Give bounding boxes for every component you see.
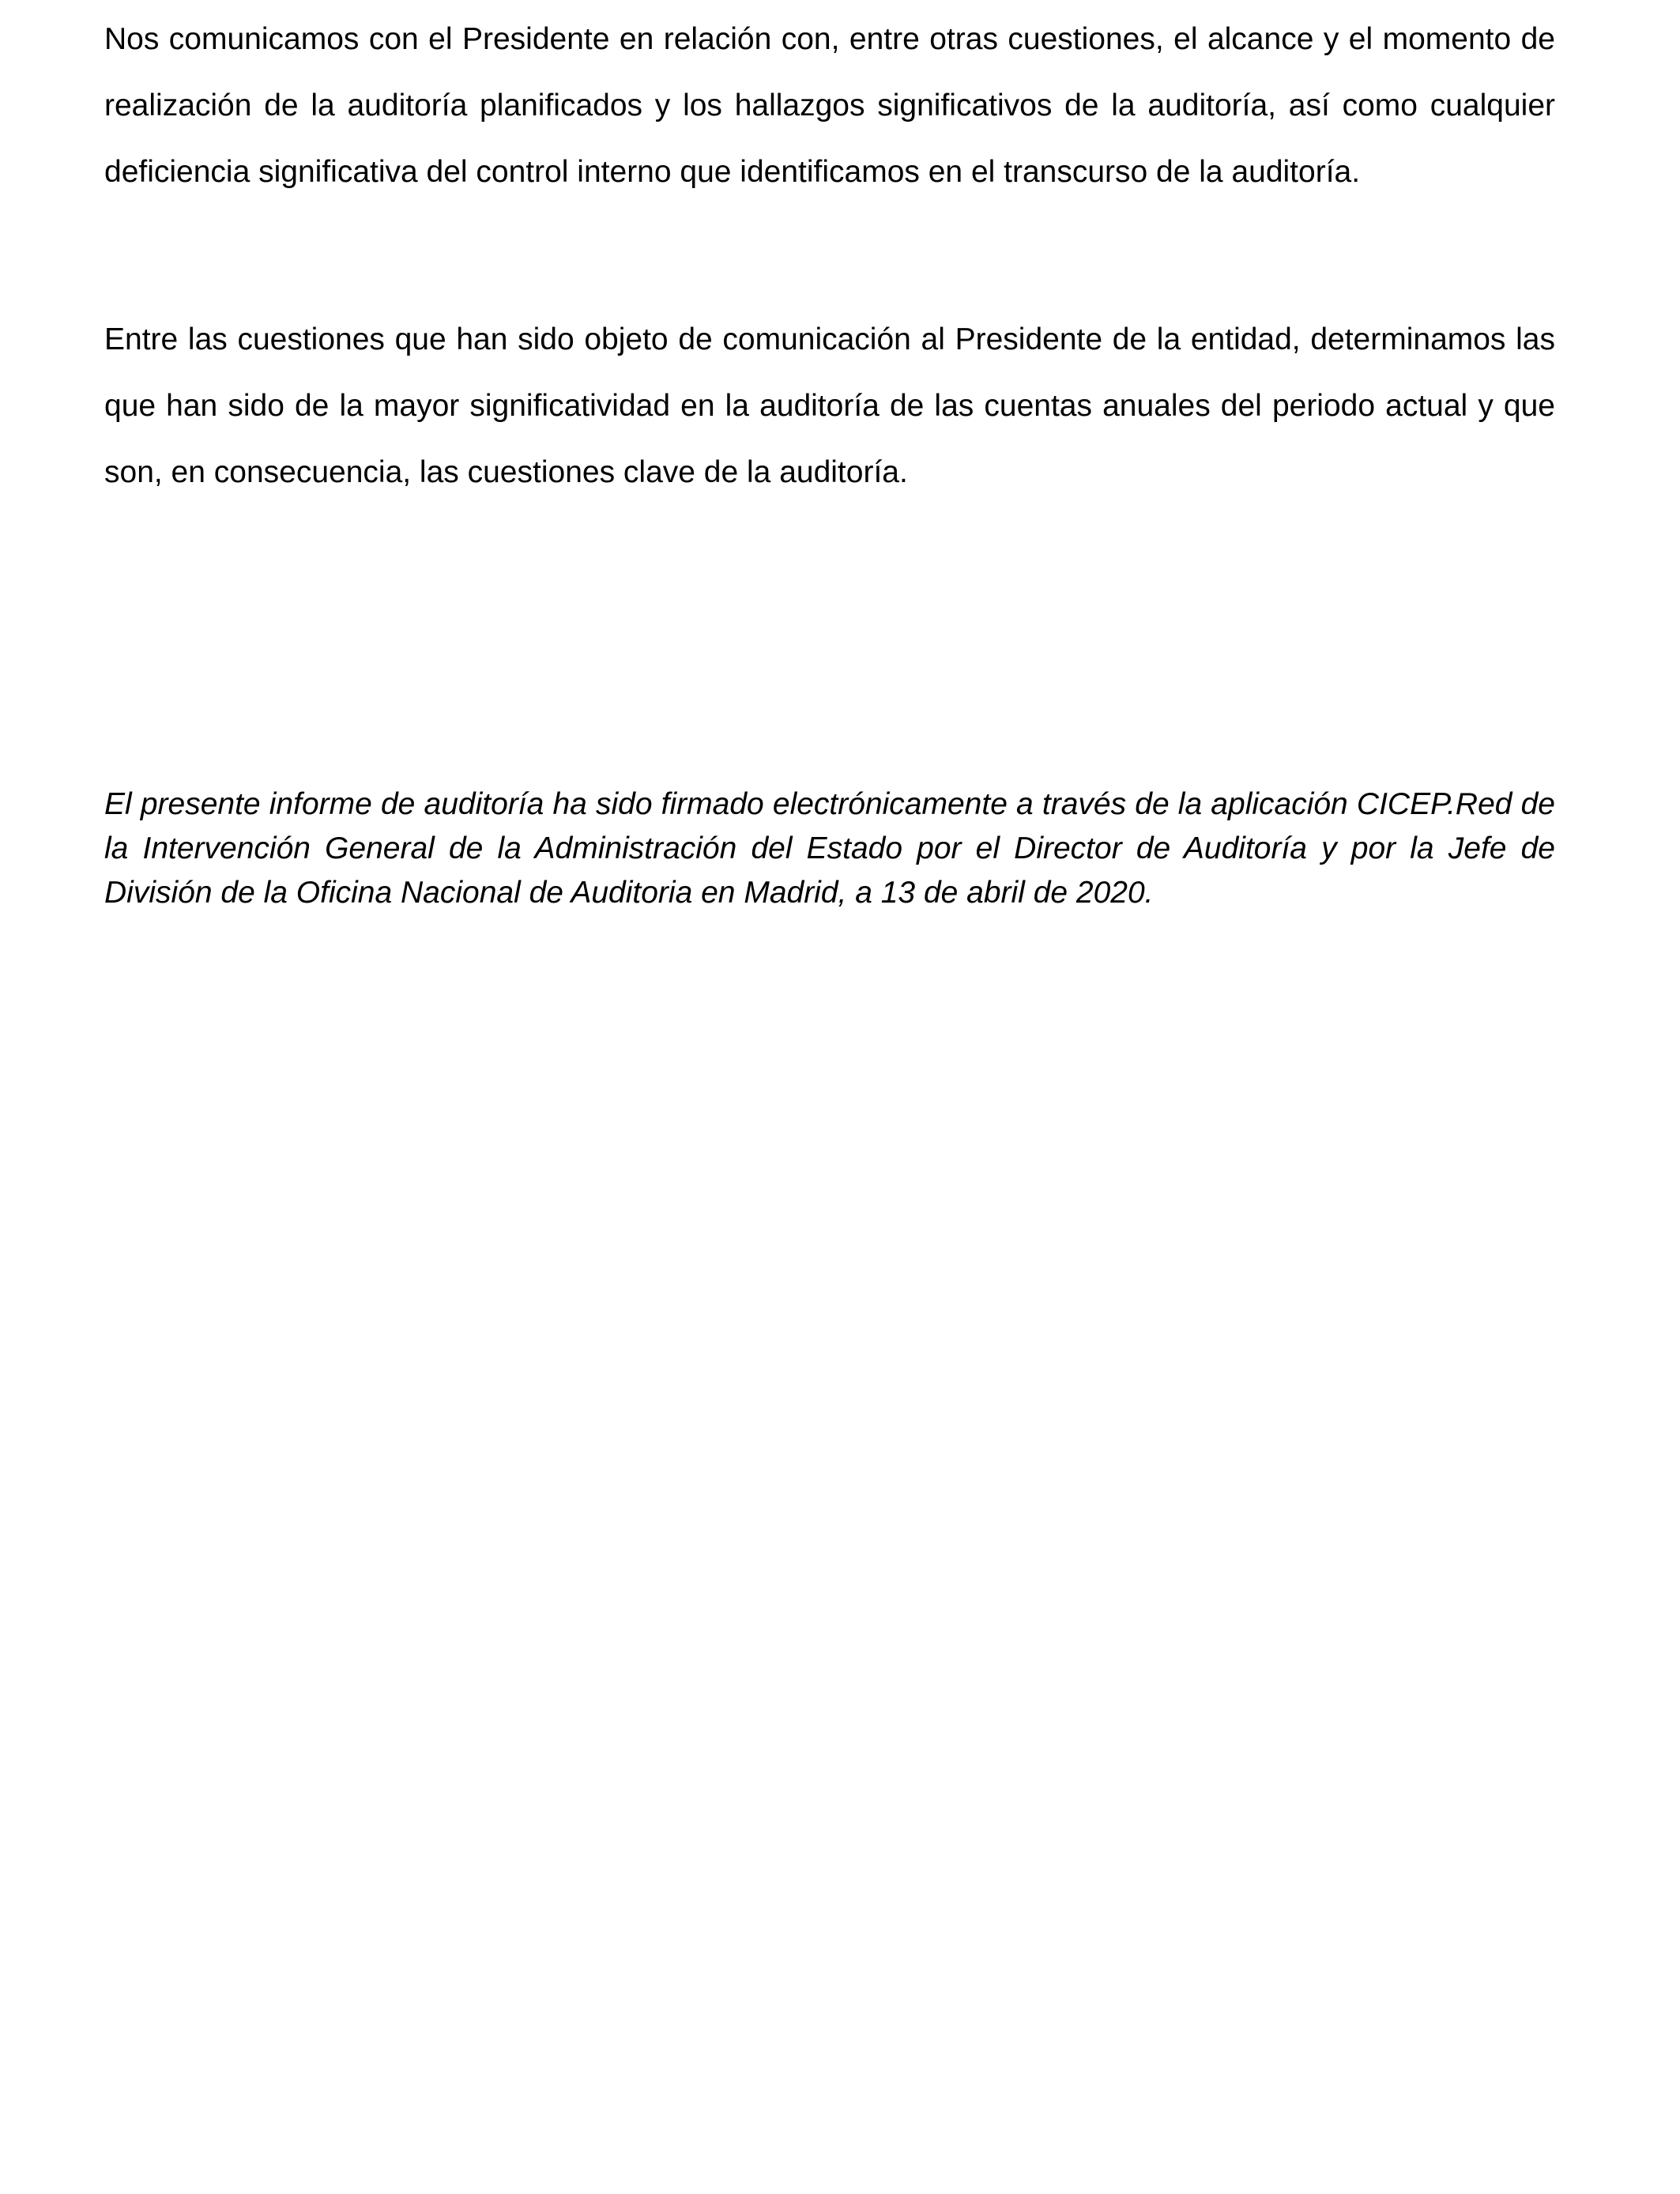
paragraph-communication-with-president: Nos comunicamos con el Presidente en relación con, entre otras cuestiones, el alcance y el momento de realización de la auditoría planificados y los hallazgos significativos de la auditoría, así como cualquier deficiencia significativa del control interno que identificamos en el transcurso de la auditoría. (104, 22, 1555, 189)
electronic-signature-note: El presente informe de auditoría ha sido firmado electrónicamente a través de la aplicación CICEP.Red de la Intervención General de la Administración del Estado por el Director de Auditoría y por la Jefe de División de la Oficina Nacional de Auditoria en Madrid, a 13 de abril de 2020. (104, 787, 1555, 910)
paragraph-key-audit-matters: Entre las cuestiones que han sido objeto de comunicación al Presidente de la entidad, determinamos las que han sido de la mayor significatividad en la auditoría de las cuentas anuales del periodo actual y que son, en consecuencia, las cuestiones clave de la auditoría. (104, 322, 1555, 489)
